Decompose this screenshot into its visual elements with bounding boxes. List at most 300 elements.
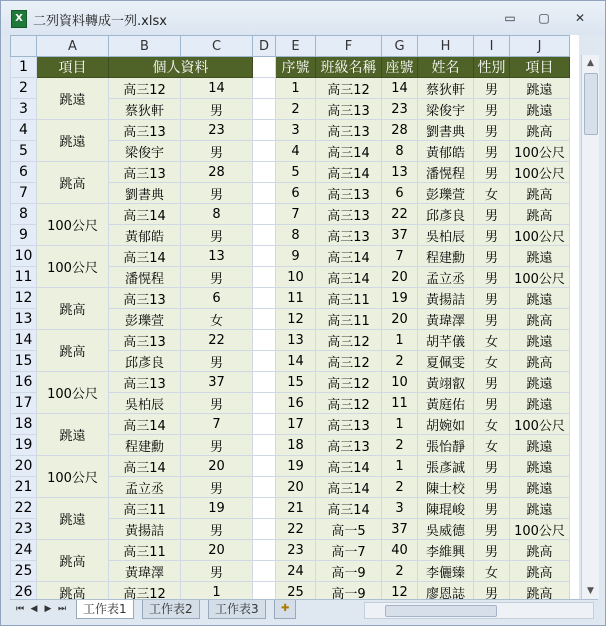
item-cell[interactable]: 跳遠 <box>37 414 109 456</box>
class-cell[interactable]: 高三12 <box>316 78 382 99</box>
item-cell[interactable]: 跳遠 <box>510 393 570 414</box>
serial-cell[interactable]: 4 <box>276 141 316 162</box>
row-header[interactable]: 16 <box>11 372 37 393</box>
row-header[interactable]: 3 <box>11 99 37 120</box>
class-cell[interactable]: 高三14 <box>316 141 382 162</box>
name-cell[interactable]: 黃揚詰 <box>109 519 181 540</box>
serial-cell[interactable]: 6 <box>276 183 316 204</box>
row-header[interactable]: 24 <box>11 540 37 561</box>
seat-cell[interactable]: 1 <box>181 582 253 600</box>
gender-cell[interactable]: 男 <box>474 540 510 561</box>
name-cell[interactable]: 吳威德 <box>418 519 474 540</box>
close-button[interactable]: ✕ <box>574 11 586 25</box>
class-cell[interactable]: 高三12 <box>316 393 382 414</box>
serial-cell[interactable]: 19 <box>276 456 316 477</box>
prev-sheet-icon[interactable]: ◀ <box>30 604 38 614</box>
class-cell[interactable]: 高三13 <box>316 414 382 435</box>
header-personal-data[interactable]: 個人資料 <box>109 57 253 78</box>
row-header[interactable]: 25 <box>11 561 37 582</box>
row-header[interactable]: 19 <box>11 435 37 456</box>
name-cell[interactable]: 潘愰程 <box>109 267 181 288</box>
gender-cell[interactable]: 男 <box>181 561 253 582</box>
gender-cell[interactable]: 男 <box>474 120 510 141</box>
item-cell[interactable]: 跳高 <box>510 582 570 600</box>
gender-cell[interactable]: 男 <box>181 477 253 498</box>
item-cell[interactable]: 跳遠 <box>510 477 570 498</box>
class-cell[interactable]: 高三12 <box>316 330 382 351</box>
class-cell[interactable]: 高一5 <box>316 519 382 540</box>
seat-cell[interactable]: 1 <box>382 414 418 435</box>
row-header[interactable]: 22 <box>11 498 37 519</box>
serial-cell[interactable]: 17 <box>276 414 316 435</box>
class-cell[interactable]: 高三14 <box>109 246 181 267</box>
seat-cell[interactable]: 37 <box>382 519 418 540</box>
seat-cell[interactable]: 7 <box>181 414 253 435</box>
class-cell[interactable]: 高三13 <box>109 162 181 183</box>
cell[interactable] <box>253 477 276 498</box>
gender-cell[interactable]: 男 <box>474 477 510 498</box>
gender-cell[interactable]: 男 <box>181 267 253 288</box>
item-cell[interactable]: 100公尺 <box>37 456 109 498</box>
seat-cell[interactable]: 6 <box>382 183 418 204</box>
row-header[interactable]: 17 <box>11 393 37 414</box>
cell[interactable] <box>253 498 276 519</box>
seat-cell[interactable]: 23 <box>382 99 418 120</box>
gender-cell[interactable]: 男 <box>474 204 510 225</box>
seat-cell[interactable]: 8 <box>382 141 418 162</box>
column-header-j[interactable]: J <box>510 36 570 57</box>
item-cell[interactable]: 跳遠 <box>510 78 570 99</box>
column-header-d[interactable]: D <box>253 36 276 57</box>
gender-cell[interactable]: 男 <box>474 456 510 477</box>
name-cell[interactable]: 蔡狄軒 <box>418 78 474 99</box>
cell[interactable] <box>253 456 276 477</box>
seat-cell[interactable]: 14 <box>181 78 253 99</box>
item-cell[interactable]: 跳高 <box>510 204 570 225</box>
class-cell[interactable]: 高三12 <box>109 582 181 600</box>
seat-cell[interactable]: 1 <box>382 330 418 351</box>
gender-cell[interactable]: 男 <box>474 141 510 162</box>
cell[interactable] <box>253 183 276 204</box>
class-cell[interactable]: 高三13 <box>109 372 181 393</box>
serial-cell[interactable]: 24 <box>276 561 316 582</box>
item-cell[interactable]: 100公尺 <box>37 246 109 288</box>
row-header[interactable]: 10 <box>11 246 37 267</box>
row-header[interactable]: 18 <box>11 414 37 435</box>
class-cell[interactable]: 高三13 <box>109 120 181 141</box>
gender-cell[interactable]: 男 <box>474 225 510 246</box>
serial-cell[interactable]: 15 <box>276 372 316 393</box>
gender-cell[interactable]: 男 <box>474 246 510 267</box>
class-cell[interactable]: 高三11 <box>316 309 382 330</box>
cell[interactable] <box>253 330 276 351</box>
cell[interactable] <box>253 204 276 225</box>
gender-cell[interactable]: 男 <box>474 78 510 99</box>
class-cell[interactable]: 高三11 <box>109 498 181 519</box>
gender-cell[interactable]: 男 <box>181 393 253 414</box>
header-h[interactable]: 姓名 <box>418 57 474 78</box>
row-header[interactable]: 12 <box>11 288 37 309</box>
item-cell[interactable]: 100公尺 <box>510 225 570 246</box>
serial-cell[interactable]: 11 <box>276 288 316 309</box>
column-header-f[interactable]: F <box>316 36 382 57</box>
gender-cell[interactable]: 男 <box>474 519 510 540</box>
class-cell[interactable]: 高三12 <box>316 351 382 372</box>
gender-cell[interactable]: 男 <box>181 435 253 456</box>
row-header[interactable]: 23 <box>11 519 37 540</box>
row-header[interactable]: 26 <box>11 582 37 600</box>
header-f[interactable]: 班級名稱 <box>316 57 382 78</box>
gender-cell[interactable]: 男 <box>474 498 510 519</box>
name-cell[interactable]: 李儷臻 <box>418 561 474 582</box>
item-cell[interactable]: 跳高 <box>510 351 570 372</box>
gender-cell[interactable]: 男 <box>181 99 253 120</box>
next-sheet-icon[interactable]: ▶ <box>44 604 52 614</box>
worksheet-grid[interactable] <box>10 35 579 599</box>
class-cell[interactable]: 高三13 <box>109 288 181 309</box>
gender-cell[interactable]: 男 <box>181 225 253 246</box>
header-j[interactable]: 項目 <box>510 57 570 78</box>
serial-cell[interactable]: 14 <box>276 351 316 372</box>
cell[interactable] <box>253 162 276 183</box>
class-cell[interactable]: 高三13 <box>316 435 382 456</box>
gender-cell[interactable]: 男 <box>474 267 510 288</box>
column-header-a[interactable]: A <box>37 36 109 57</box>
horizontal-scroll-thumb[interactable] <box>385 605 497 617</box>
name-cell[interactable]: 陳士校 <box>418 477 474 498</box>
first-sheet-icon[interactable]: ⏮ <box>15 604 25 614</box>
gender-cell[interactable]: 男 <box>181 141 253 162</box>
gender-cell[interactable]: 女 <box>474 351 510 372</box>
vertical-scrollbar[interactable] <box>581 55 599 599</box>
serial-cell[interactable]: 16 <box>276 393 316 414</box>
column-header-h[interactable]: H <box>418 36 474 57</box>
seat-cell[interactable]: 12 <box>382 582 418 600</box>
gender-cell[interactable]: 女 <box>474 414 510 435</box>
name-cell[interactable]: 梁俊宇 <box>109 141 181 162</box>
gender-cell[interactable]: 男 <box>474 393 510 414</box>
class-cell[interactable]: 高三12 <box>316 372 382 393</box>
seat-cell[interactable]: 37 <box>382 225 418 246</box>
name-cell[interactable]: 劉書典 <box>109 183 181 204</box>
cell[interactable] <box>253 414 276 435</box>
tab-sheet3[interactable]: 工作表3 <box>208 600 266 619</box>
item-cell[interactable]: 跳遠 <box>510 456 570 477</box>
column-header-c[interactable]: C <box>181 36 253 57</box>
seat-cell[interactable]: 11 <box>382 393 418 414</box>
serial-cell[interactable]: 25 <box>276 582 316 600</box>
seat-cell[interactable]: 19 <box>382 288 418 309</box>
row-header[interactable]: 7 <box>11 183 37 204</box>
serial-cell[interactable]: 12 <box>276 309 316 330</box>
serial-cell[interactable]: 18 <box>276 435 316 456</box>
name-cell[interactable]: 夏佩雯 <box>418 351 474 372</box>
item-cell[interactable]: 跳遠 <box>510 246 570 267</box>
cell[interactable] <box>253 351 276 372</box>
name-cell[interactable]: 孟立丞 <box>418 267 474 288</box>
name-cell[interactable]: 吳柏辰 <box>109 393 181 414</box>
class-cell[interactable]: 高三13 <box>316 183 382 204</box>
header-item[interactable]: 項目 <box>37 57 109 78</box>
gender-cell[interactable]: 男 <box>181 183 253 204</box>
cell[interactable] <box>253 99 276 120</box>
cell[interactable] <box>253 582 276 600</box>
serial-cell[interactable]: 10 <box>276 267 316 288</box>
item-cell[interactable]: 跳高 <box>510 561 570 582</box>
seat-cell[interactable]: 8 <box>181 204 253 225</box>
name-cell[interactable]: 李維興 <box>418 540 474 561</box>
gender-cell[interactable]: 男 <box>181 351 253 372</box>
tab-sheet2[interactable]: 工作表2 <box>142 600 200 619</box>
gender-cell[interactable]: 男 <box>474 162 510 183</box>
name-cell[interactable]: 張怡靜 <box>418 435 474 456</box>
seat-cell[interactable]: 6 <box>181 288 253 309</box>
seat-cell[interactable]: 13 <box>382 162 418 183</box>
seat-cell[interactable]: 2 <box>382 351 418 372</box>
serial-cell[interactable]: 9 <box>276 246 316 267</box>
name-cell[interactable]: 程建勳 <box>109 435 181 456</box>
item-cell[interactable]: 跳高 <box>510 120 570 141</box>
cell[interactable] <box>253 78 276 99</box>
seat-cell[interactable]: 2 <box>382 561 418 582</box>
seat-cell[interactable]: 20 <box>382 309 418 330</box>
cell[interactable] <box>253 288 276 309</box>
name-cell[interactable]: 劉書典 <box>418 120 474 141</box>
item-cell[interactable]: 跳遠 <box>510 288 570 309</box>
seat-cell[interactable]: 14 <box>382 78 418 99</box>
name-cell[interactable]: 廖恩誌 <box>418 582 474 600</box>
gender-cell[interactable]: 男 <box>474 372 510 393</box>
row-header[interactable]: 6 <box>11 162 37 183</box>
row-header[interactable]: 15 <box>11 351 37 372</box>
seat-cell[interactable]: 10 <box>382 372 418 393</box>
row-header[interactable]: 8 <box>11 204 37 225</box>
class-cell[interactable]: 高三14 <box>316 162 382 183</box>
gender-cell[interactable]: 男 <box>474 288 510 309</box>
seat-cell[interactable]: 13 <box>181 246 253 267</box>
header-g[interactable]: 座號 <box>382 57 418 78</box>
name-cell[interactable]: 黃郁皓 <box>109 225 181 246</box>
item-cell[interactable]: 100公尺 <box>510 141 570 162</box>
item-cell[interactable]: 跳高 <box>510 309 570 330</box>
cell[interactable] <box>253 435 276 456</box>
seat-cell[interactable]: 20 <box>181 456 253 477</box>
header-i[interactable]: 性別 <box>474 57 510 78</box>
row-header[interactable]: 11 <box>11 267 37 288</box>
item-cell[interactable]: 跳高 <box>37 162 109 204</box>
column-header-g[interactable]: G <box>382 36 418 57</box>
class-cell[interactable]: 高三12 <box>109 78 181 99</box>
item-cell[interactable]: 跳遠 <box>510 372 570 393</box>
class-cell[interactable]: 高三14 <box>316 477 382 498</box>
gender-cell[interactable]: 女 <box>474 330 510 351</box>
serial-cell[interactable]: 1 <box>276 78 316 99</box>
class-cell[interactable]: 高三14 <box>109 414 181 435</box>
cell[interactable] <box>253 372 276 393</box>
name-cell[interactable]: 陳琨峻 <box>418 498 474 519</box>
column-header-i[interactable]: I <box>474 36 510 57</box>
row-header[interactable]: 2 <box>11 78 37 99</box>
select-all-corner[interactable] <box>11 36 37 57</box>
item-cell[interactable]: 跳高 <box>37 540 109 582</box>
item-cell[interactable]: 跳遠 <box>510 99 570 120</box>
name-cell[interactable]: 黃庭佑 <box>418 393 474 414</box>
item-cell[interactable]: 跳遠 <box>510 435 570 456</box>
name-cell[interactable]: 黃翊叡 <box>418 372 474 393</box>
item-cell[interactable]: 跳遠 <box>37 498 109 540</box>
cell[interactable] <box>253 393 276 414</box>
cell[interactable] <box>253 246 276 267</box>
seat-cell[interactable]: 20 <box>181 540 253 561</box>
class-cell[interactable]: 高一9 <box>316 561 382 582</box>
cell[interactable] <box>253 267 276 288</box>
item-cell[interactable]: 跳遠 <box>37 78 109 120</box>
gender-cell[interactable]: 男 <box>474 582 510 600</box>
class-cell[interactable]: 高三14 <box>109 204 181 225</box>
seat-cell[interactable]: 3 <box>382 498 418 519</box>
item-cell[interactable]: 跳高 <box>37 288 109 330</box>
row-header[interactable]: 5 <box>11 141 37 162</box>
serial-cell[interactable]: 5 <box>276 162 316 183</box>
gender-cell[interactable]: 男 <box>181 519 253 540</box>
name-cell[interactable]: 蔡狄軒 <box>109 99 181 120</box>
name-cell[interactable]: 吳柏辰 <box>418 225 474 246</box>
cell[interactable] <box>253 561 276 582</box>
tab-sheet1[interactable]: 工作表1 <box>76 600 134 619</box>
seat-cell[interactable]: 28 <box>382 120 418 141</box>
name-cell[interactable]: 張彥誠 <box>418 456 474 477</box>
seat-cell[interactable]: 2 <box>382 435 418 456</box>
name-cell[interactable]: 胡婉如 <box>418 414 474 435</box>
seat-cell[interactable]: 37 <box>181 372 253 393</box>
cell[interactable] <box>253 519 276 540</box>
gender-cell[interactable]: 男 <box>474 309 510 330</box>
seat-cell[interactable]: 23 <box>181 120 253 141</box>
serial-cell[interactable]: 21 <box>276 498 316 519</box>
name-cell[interactable]: 潘愰程 <box>418 162 474 183</box>
seat-cell[interactable]: 22 <box>181 330 253 351</box>
maximize-button[interactable]: ▢ <box>538 11 550 25</box>
serial-cell[interactable]: 3 <box>276 120 316 141</box>
name-cell[interactable]: 程建勳 <box>418 246 474 267</box>
serial-cell[interactable]: 22 <box>276 519 316 540</box>
class-cell[interactable]: 高三13 <box>316 99 382 120</box>
name-cell[interactable]: 邱彥良 <box>109 351 181 372</box>
name-cell[interactable]: 胡芊儀 <box>418 330 474 351</box>
column-header-b[interactable]: B <box>109 36 181 57</box>
seat-cell[interactable]: 1 <box>382 456 418 477</box>
seat-cell[interactable]: 28 <box>181 162 253 183</box>
cell[interactable] <box>253 540 276 561</box>
class-cell[interactable]: 高三14 <box>316 246 382 267</box>
name-cell[interactable]: 梁俊宇 <box>418 99 474 120</box>
serial-cell[interactable]: 7 <box>276 204 316 225</box>
last-sheet-icon[interactable]: ⏭ <box>57 604 67 614</box>
class-cell[interactable]: 高三13 <box>109 330 181 351</box>
insert-sheet-icon[interactable]: ✚ <box>274 600 296 619</box>
row-header[interactable]: 20 <box>11 456 37 477</box>
class-cell[interactable]: 高三14 <box>109 456 181 477</box>
seat-cell[interactable]: 22 <box>382 204 418 225</box>
gender-cell[interactable]: 女 <box>474 435 510 456</box>
gender-cell[interactable]: 女 <box>474 561 510 582</box>
class-cell[interactable]: 高三11 <box>316 288 382 309</box>
class-cell[interactable]: 高一9 <box>316 582 382 600</box>
item-cell[interactable]: 100公尺 <box>510 267 570 288</box>
item-cell[interactable]: 100公尺 <box>510 519 570 540</box>
scroll-up-icon[interactable]: ▲ <box>587 58 594 68</box>
row-header[interactable]: 13 <box>11 309 37 330</box>
seat-cell[interactable]: 7 <box>382 246 418 267</box>
name-cell[interactable]: 彭瓅萱 <box>109 309 181 330</box>
item-cell[interactable]: 100公尺 <box>37 372 109 414</box>
minimize-button[interactable]: ▭ <box>504 11 516 25</box>
serial-cell[interactable]: 2 <box>276 99 316 120</box>
name-cell[interactable]: 黃郁皓 <box>418 141 474 162</box>
seat-cell[interactable]: 40 <box>382 540 418 561</box>
cell[interactable] <box>253 141 276 162</box>
name-cell[interactable]: 黃瑋澤 <box>418 309 474 330</box>
row-header[interactable]: 4 <box>11 120 37 141</box>
header-e[interactable]: 序號 <box>276 57 316 78</box>
cell[interactable] <box>253 120 276 141</box>
item-cell[interactable]: 100公尺 <box>510 162 570 183</box>
item-cell[interactable]: 跳遠 <box>37 120 109 162</box>
seat-cell[interactable]: 20 <box>382 267 418 288</box>
row-header[interactable]: 14 <box>11 330 37 351</box>
row-header[interactable]: 1 <box>11 57 37 78</box>
class-cell[interactable]: 高三13 <box>316 204 382 225</box>
cell[interactable] <box>253 57 276 78</box>
column-header-e[interactable]: E <box>276 36 316 57</box>
cell[interactable] <box>253 309 276 330</box>
name-cell[interactable]: 黃瑋澤 <box>109 561 181 582</box>
class-cell[interactable]: 高三11 <box>109 540 181 561</box>
item-cell[interactable]: 跳遠 <box>510 498 570 519</box>
horizontal-scrollbar[interactable] <box>364 602 594 619</box>
item-cell[interactable]: 跳高 <box>510 183 570 204</box>
vertical-scroll-thumb[interactable] <box>584 73 598 135</box>
cell[interactable] <box>253 225 276 246</box>
item-cell[interactable]: 跳高 <box>37 582 109 600</box>
class-cell[interactable]: 高三14 <box>316 267 382 288</box>
gender-cell[interactable]: 女 <box>474 183 510 204</box>
class-cell[interactable]: 高三14 <box>316 456 382 477</box>
gender-cell[interactable]: 女 <box>181 309 253 330</box>
name-cell[interactable]: 邱彥良 <box>418 204 474 225</box>
row-header[interactable]: 21 <box>11 477 37 498</box>
class-cell[interactable]: 高三14 <box>316 498 382 519</box>
name-cell[interactable]: 黃揚詰 <box>418 288 474 309</box>
item-cell[interactable]: 100公尺 <box>510 414 570 435</box>
name-cell[interactable]: 孟立丞 <box>109 477 181 498</box>
name-cell[interactable]: 彭瓅萱 <box>418 183 474 204</box>
serial-cell[interactable]: 20 <box>276 477 316 498</box>
item-cell[interactable]: 跳遠 <box>510 330 570 351</box>
serial-cell[interactable]: 13 <box>276 330 316 351</box>
serial-cell[interactable]: 23 <box>276 540 316 561</box>
seat-cell[interactable]: 2 <box>382 477 418 498</box>
class-cell[interactable]: 高三13 <box>316 225 382 246</box>
serial-cell[interactable]: 8 <box>276 225 316 246</box>
item-cell[interactable]: 跳高 <box>510 540 570 561</box>
item-cell[interactable]: 100公尺 <box>37 204 109 246</box>
class-cell[interactable]: 高三13 <box>316 120 382 141</box>
seat-cell[interactable]: 19 <box>181 498 253 519</box>
gender-cell[interactable]: 男 <box>474 99 510 120</box>
class-cell[interactable]: 高一7 <box>316 540 382 561</box>
row-header[interactable]: 9 <box>11 225 37 246</box>
